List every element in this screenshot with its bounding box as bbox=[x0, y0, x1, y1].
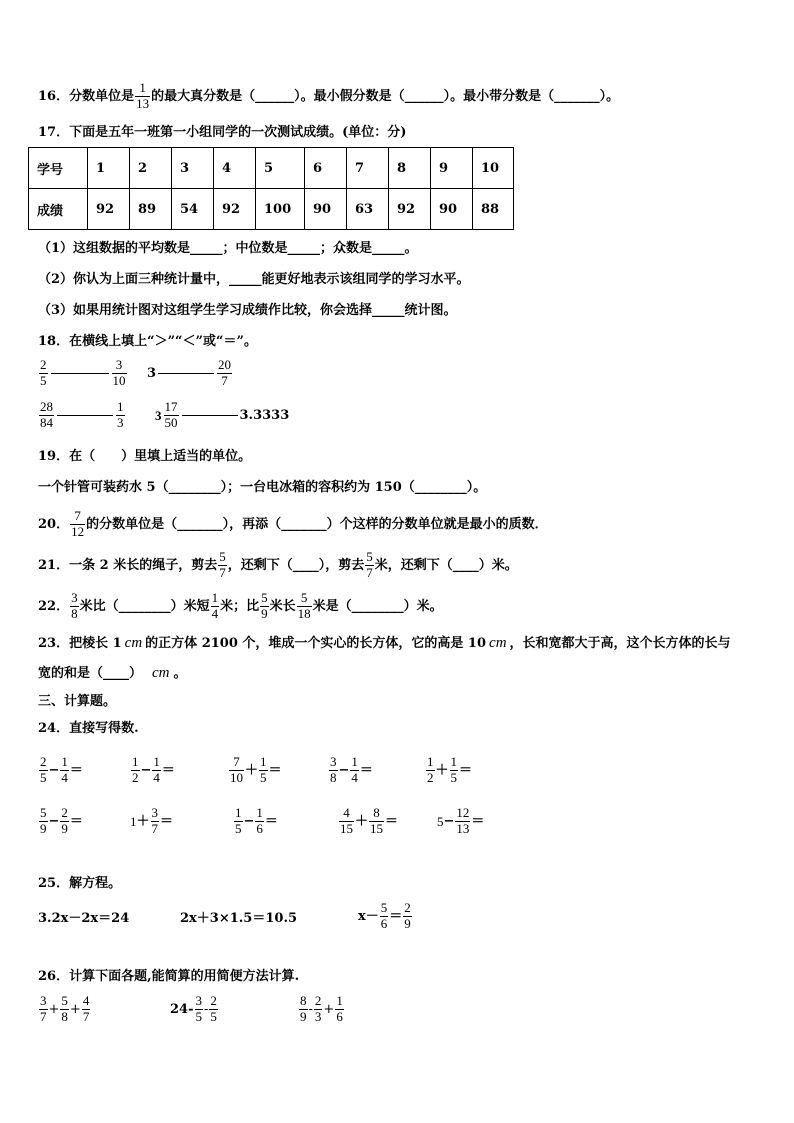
unit-cm: cm bbox=[124, 635, 143, 651]
equals: ＝ bbox=[385, 813, 399, 829]
equals: ＝ bbox=[268, 762, 282, 778]
table-cell: 92 bbox=[214, 189, 256, 230]
mixed-number: 3 $\frac{17}{50}$ bbox=[155, 399, 178, 430]
q24-item bbox=[130, 755, 175, 786]
q24-item bbox=[233, 806, 278, 837]
whole-number: 3 bbox=[147, 365, 157, 381]
table-cell: 100 bbox=[256, 189, 305, 230]
table-cell: 8 bbox=[389, 148, 431, 189]
fraction: $\frac{2}{5}$ bbox=[40, 357, 47, 388]
equals: ＝ bbox=[459, 762, 473, 778]
operator: + bbox=[48, 1001, 60, 1017]
equals: ＝ bbox=[161, 762, 175, 778]
fraction: $\frac{20}{7}$ bbox=[218, 357, 232, 388]
fraction: $\frac{1}{4}$ bbox=[351, 754, 358, 785]
q19-title: 19．在（ ）里填上适当的单位。 bbox=[38, 449, 252, 464]
question-21 bbox=[38, 547, 518, 583]
operator: + bbox=[69, 1001, 81, 1017]
q16-text-3: ）。最小带分数是（ bbox=[443, 88, 555, 104]
fraction: $\frac{1}{6}$ bbox=[336, 993, 343, 1024]
q21-text-c: 米，还剩下（____）米。 bbox=[374, 557, 518, 573]
fraction: $\frac{1}{4}$ bbox=[211, 589, 219, 621]
fraction: $\frac{17}{50}$ bbox=[164, 399, 178, 430]
fraction: $\frac{3}{10}$ bbox=[112, 357, 126, 388]
q16-text-end: ）。 bbox=[599, 88, 620, 104]
fraction: $\frac{28}{84}$ bbox=[40, 399, 53, 430]
operator: − bbox=[338, 762, 350, 778]
score-table bbox=[28, 147, 514, 230]
q22-text-d: 米是（________）米。 bbox=[312, 598, 443, 614]
q23-text-e: 。 bbox=[173, 666, 187, 681]
unit-cm: cm bbox=[489, 635, 507, 651]
equals: ＝ bbox=[69, 813, 83, 829]
compare-blank[interactable] bbox=[57, 415, 113, 416]
equals: ＝ bbox=[160, 813, 174, 829]
fraction: $\frac{1}{2}$ bbox=[132, 754, 139, 785]
q16-blank-3[interactable]: _______ bbox=[554, 88, 600, 104]
row-label-score: 成绩 bbox=[29, 189, 88, 230]
q22-text-a: 米比（________）米短 bbox=[79, 598, 210, 614]
q16-text-2: ）。最小假分数是（ bbox=[294, 88, 405, 104]
fraction: $\frac{1}{4}$ bbox=[61, 754, 68, 785]
q22-text-c: 米长 bbox=[269, 598, 296, 614]
decimal-number: 3.3333 bbox=[239, 407, 290, 423]
q25-title: 25．解方程。 bbox=[38, 876, 122, 891]
unit-cm: cm bbox=[152, 665, 170, 681]
fraction: $\frac{7}{10}$ bbox=[230, 754, 243, 785]
operator: − bbox=[443, 813, 455, 829]
question-20 bbox=[38, 506, 548, 542]
q23-text-d: 宽的和是（____） bbox=[38, 666, 143, 681]
q24-item bbox=[38, 755, 83, 786]
table-cell: 3 bbox=[172, 148, 214, 189]
equals: ＝ bbox=[389, 908, 403, 924]
fraction: $\frac{1}{6}$ bbox=[256, 805, 263, 836]
q16-number: 16． bbox=[38, 88, 70, 104]
q18-title: 18．在横线上填上“＞”“＜”或“＝”。 bbox=[38, 334, 257, 349]
operator: − bbox=[243, 813, 255, 829]
operator: ＋ bbox=[435, 762, 449, 778]
fraction: $\frac{1}{2}$ bbox=[427, 754, 434, 785]
q26-expression-1 bbox=[38, 994, 91, 1025]
q17-sub-1: （1）这组数据的平均数是_____；中位数是_____；众数是_____。 bbox=[38, 241, 418, 256]
q23-text-a: 23．把棱长 1 bbox=[38, 636, 122, 651]
table-cell: 2 bbox=[130, 148, 172, 189]
q26-expression-3 bbox=[298, 994, 345, 1025]
fraction: $\frac{5}{18}$ bbox=[297, 589, 311, 621]
table-cell: 5 bbox=[256, 148, 305, 189]
section-3-title: 三、计算题。 bbox=[38, 694, 117, 709]
fraction: $\frac{1}{4}$ bbox=[153, 754, 160, 785]
table-cell: 89 bbox=[130, 189, 172, 230]
q25-equation-2: 2x＋3×1.5＝10.5 bbox=[180, 911, 298, 926]
fraction: $\frac{3}{7}$ bbox=[151, 805, 159, 836]
fraction: $\frac{4}{15}$ bbox=[340, 805, 353, 836]
question-22 bbox=[38, 588, 443, 624]
fraction: $\frac{5}{9}$ bbox=[40, 805, 47, 836]
q23-text-b: 的正方体 2100 个，堆成一个实心的长方体，它的高是 10 bbox=[145, 636, 487, 651]
question-23-line1 bbox=[38, 636, 731, 651]
q17-title: 17．下面是五年一班第一小组同学的一次测试成绩。(单位：分) bbox=[38, 125, 407, 140]
equals: ＝ bbox=[471, 813, 485, 829]
table-cell: 6 bbox=[305, 148, 347, 189]
fraction: $\frac{2}{3}$ bbox=[314, 993, 322, 1024]
q24-item bbox=[437, 806, 484, 837]
question-16 bbox=[38, 78, 619, 114]
fraction: $\frac{5}{6}$ bbox=[380, 900, 388, 931]
q18-item-a bbox=[38, 358, 128, 389]
q16-blank-2[interactable]: ______ bbox=[404, 88, 444, 104]
q24-item bbox=[38, 806, 83, 837]
fraction: $\frac{8}{9}$ bbox=[300, 993, 307, 1024]
fraction: $\frac{5}{7}$ bbox=[366, 548, 373, 580]
compare-blank[interactable] bbox=[182, 415, 238, 416]
table-cell: 92 bbox=[88, 189, 130, 230]
whole-number: 5 bbox=[437, 813, 444, 829]
row-label-id: 学号 bbox=[29, 148, 88, 189]
fraction: $\frac{1}{5}$ bbox=[235, 805, 242, 836]
q25-e3-text: x－ bbox=[358, 908, 379, 924]
operator: − bbox=[140, 762, 152, 778]
q18-item-c bbox=[38, 400, 126, 431]
fraction: $\frac{3}{8}$ bbox=[330, 754, 337, 785]
q20-text: 的分数单位是（_______），再添（_______）个这样的分数单位就是最小的质数． bbox=[86, 516, 548, 532]
fraction: $\frac{4}{7}$ bbox=[82, 993, 90, 1024]
fraction: $\frac{1}{5}$ bbox=[260, 754, 267, 785]
table-cell: 90 bbox=[305, 189, 347, 230]
whole-number: 24- bbox=[170, 1001, 194, 1017]
fraction: $\frac{2}{9}$ bbox=[404, 900, 411, 931]
q24-item bbox=[338, 806, 398, 837]
q24-item bbox=[130, 806, 173, 837]
q24-item bbox=[228, 755, 282, 786]
q24-title: 24．直接写得数. bbox=[38, 721, 139, 736]
q16-text-1: 的最大真分数是（ bbox=[151, 88, 256, 104]
equals: ＝ bbox=[69, 762, 83, 778]
q16-fraction: $\frac{1}{13}$ bbox=[136, 79, 150, 111]
equals: ＝ bbox=[359, 762, 373, 778]
fraction: $\frac{5}{8}$ bbox=[61, 993, 68, 1024]
table-cell: 90 bbox=[431, 189, 473, 230]
q21-text-a: 21．一条 2 米长的绳子，剪去 bbox=[38, 557, 218, 573]
fraction: $\frac{7}{12}$ bbox=[71, 507, 85, 539]
compare-blank[interactable] bbox=[158, 373, 214, 374]
table-cell: 54 bbox=[172, 189, 214, 230]
operator: - bbox=[204, 1001, 209, 1017]
operator: ＋ bbox=[245, 762, 259, 778]
q18-item-d bbox=[155, 400, 289, 431]
equals: ＝ bbox=[264, 813, 278, 829]
table-row bbox=[29, 189, 514, 230]
whole-number: 1 bbox=[130, 813, 137, 829]
fraction: $\frac{5}{7}$ bbox=[219, 548, 226, 580]
q19-line: 一个针管可装药水 5（________）；一台电冰箱的容积约为 150（________）。 bbox=[38, 480, 487, 495]
q17-sub-2: （2）你认为上面三种统计量中，_____能更好地表示该组同学的学习水平。 bbox=[38, 272, 470, 287]
operator: ＋ bbox=[136, 813, 150, 829]
q18-item-b bbox=[147, 358, 233, 389]
fraction: $\frac{2}{5}$ bbox=[40, 754, 47, 785]
table-cell: 10 bbox=[473, 148, 514, 189]
operator: + bbox=[323, 1001, 335, 1017]
operator: ＋ bbox=[355, 813, 369, 829]
table-cell: 1 bbox=[88, 148, 130, 189]
q16-blank-1[interactable]: ______ bbox=[255, 88, 295, 104]
table-cell: 63 bbox=[347, 189, 389, 230]
table-cell: 92 bbox=[389, 189, 431, 230]
fraction: $\frac{8}{15}$ bbox=[370, 805, 384, 836]
fraction: $\frac{3}{5}$ bbox=[195, 993, 202, 1024]
q16-pre: 分数单位是 bbox=[69, 88, 135, 104]
q24-item bbox=[425, 755, 472, 786]
compare-blank[interactable] bbox=[51, 373, 109, 374]
q26-title: 26．计算下面各题,能简算的用简便方法计算. bbox=[38, 969, 300, 984]
q24-item bbox=[328, 755, 373, 786]
q25-equation-1: 3.2x－2x＝24 bbox=[38, 911, 130, 926]
fraction: $\frac{12}{13}$ bbox=[456, 805, 470, 836]
table-cell: 9 bbox=[431, 148, 473, 189]
operator: − bbox=[48, 813, 60, 829]
q22-text-b: 米；比 bbox=[220, 598, 260, 614]
table-cell: 88 bbox=[473, 189, 514, 230]
fraction: $\frac{1}{3}$ bbox=[117, 399, 124, 430]
fraction: $\frac{2}{9}$ bbox=[61, 805, 68, 836]
question-23-line2 bbox=[38, 666, 187, 681]
table-cell: 4 bbox=[214, 148, 256, 189]
table-cell: 7 bbox=[347, 148, 389, 189]
q25-equation-3 bbox=[358, 901, 413, 932]
fraction: $\frac{3}{7}$ bbox=[40, 993, 47, 1024]
operator: - bbox=[308, 1001, 313, 1017]
q17-sub-3: （3）如果用统计图对这组学生学习成绩作比较，你会选择_____统计图。 bbox=[38, 303, 457, 318]
q21-text-b: ，还剩下（____），剪去 bbox=[227, 557, 365, 573]
q22-number: 22． bbox=[38, 598, 70, 614]
q20-number: 20． bbox=[38, 516, 70, 532]
table-row bbox=[29, 148, 514, 189]
fraction: $\frac{3}{8}$ bbox=[71, 589, 78, 621]
q23-text-c: ，长和宽都大于高，这个长方体的长与 bbox=[509, 636, 731, 651]
fraction: $\frac{5}{9}$ bbox=[261, 589, 268, 621]
fraction: $\frac{1}{5}$ bbox=[450, 754, 458, 785]
q26-expression-2 bbox=[170, 994, 219, 1025]
fraction: $\frac{2}{5}$ bbox=[210, 993, 217, 1024]
operator: − bbox=[48, 762, 60, 778]
